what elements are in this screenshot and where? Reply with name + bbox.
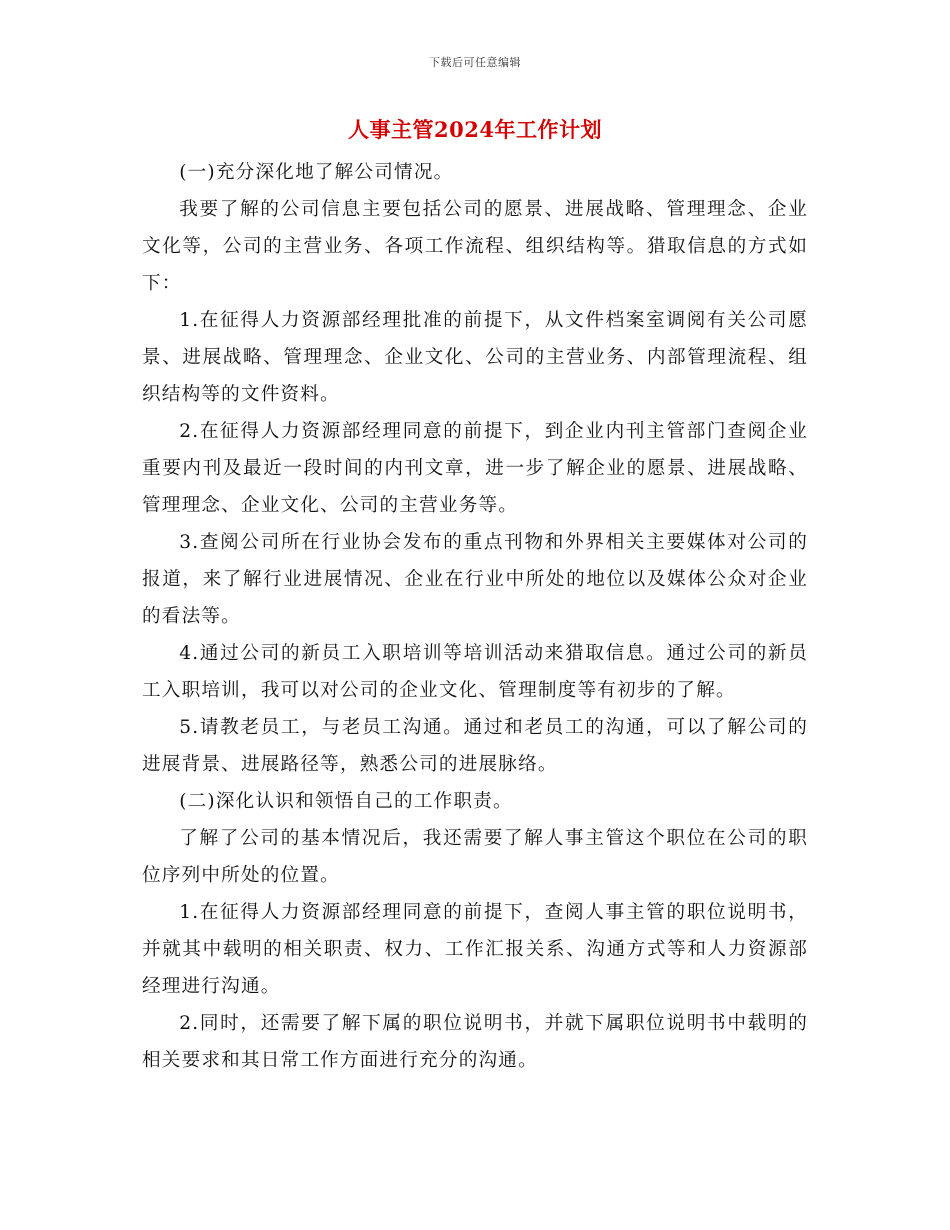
paragraph: (二)深化认识和领悟自己的工作职责。 [179, 791, 513, 812]
document-body [142, 154, 808, 1079]
paragraph: 1.在征得人力资源部经理同意的前提下，查阅人事主管的职位说明书，并就其中载明的相关职责、权力、工作汇报关系、沟通方式等和人力资源部经理进行沟通。 [142, 902, 808, 997]
paragraph: 1.在征得人力资源部经理批准的前提下，从文件档案室调阅有关公司愿景、进展战略、管理理念、企业文化、公司的主营业务、内部管理流程、组织结构等的文件资料。 [142, 310, 808, 405]
paragraph: 3.查阅公司所在行业协会发布的重点刊物和外界相关主要媒体对公司的报道，来了解行业进展情况、企业在行业中所处的地位以及媒体公众对企业的看法等。 [142, 532, 808, 627]
paragraph: 4.通过公司的新员工入职培训等培训活动来猎取信息。通过公司的新员工入职培训，我可以对公司的企业文化、管理制度等有初步的了解。 [142, 643, 808, 701]
paragraph: 2.同时，还需要了解下属的职位说明书，并就下属职位说明书中载明的相关要求和其日常工作方面进行充分的沟通。 [142, 1013, 808, 1071]
paragraph: 2.在征得人力资源部经理同意的前提下，到企业内刊主管部门查阅企业重要内刊及最近一段时间的内刊文章，进一步了解企业的愿景、进展战略、管理理念、企业文化、公司的主营业务等。 [142, 421, 808, 516]
paragraph: 了解了公司的基本情况后，我还需要了解人事主管这个职位在公司的职位序列中所处的位置。 [142, 828, 808, 886]
document-title: 人事主管2024年工作计划 [348, 117, 602, 142]
paragraph: 5.请教老员工，与老员工沟通。通过和老员工的沟通，可以了解公司的进展背景、进展路径等，熟悉公司的进展脉络。 [142, 717, 808, 775]
header-note: 下载后可任意编辑 [429, 56, 521, 69]
paragraph: (一)充分深化地了解公司情况。 [179, 162, 454, 183]
paragraph: 我要了解的公司信息主要包括公司的愿景、进展战略、管理理念、企业文化等，公司的主营业务、各项工作流程、组织结构等。猎取信息的方式如下： [142, 199, 808, 294]
